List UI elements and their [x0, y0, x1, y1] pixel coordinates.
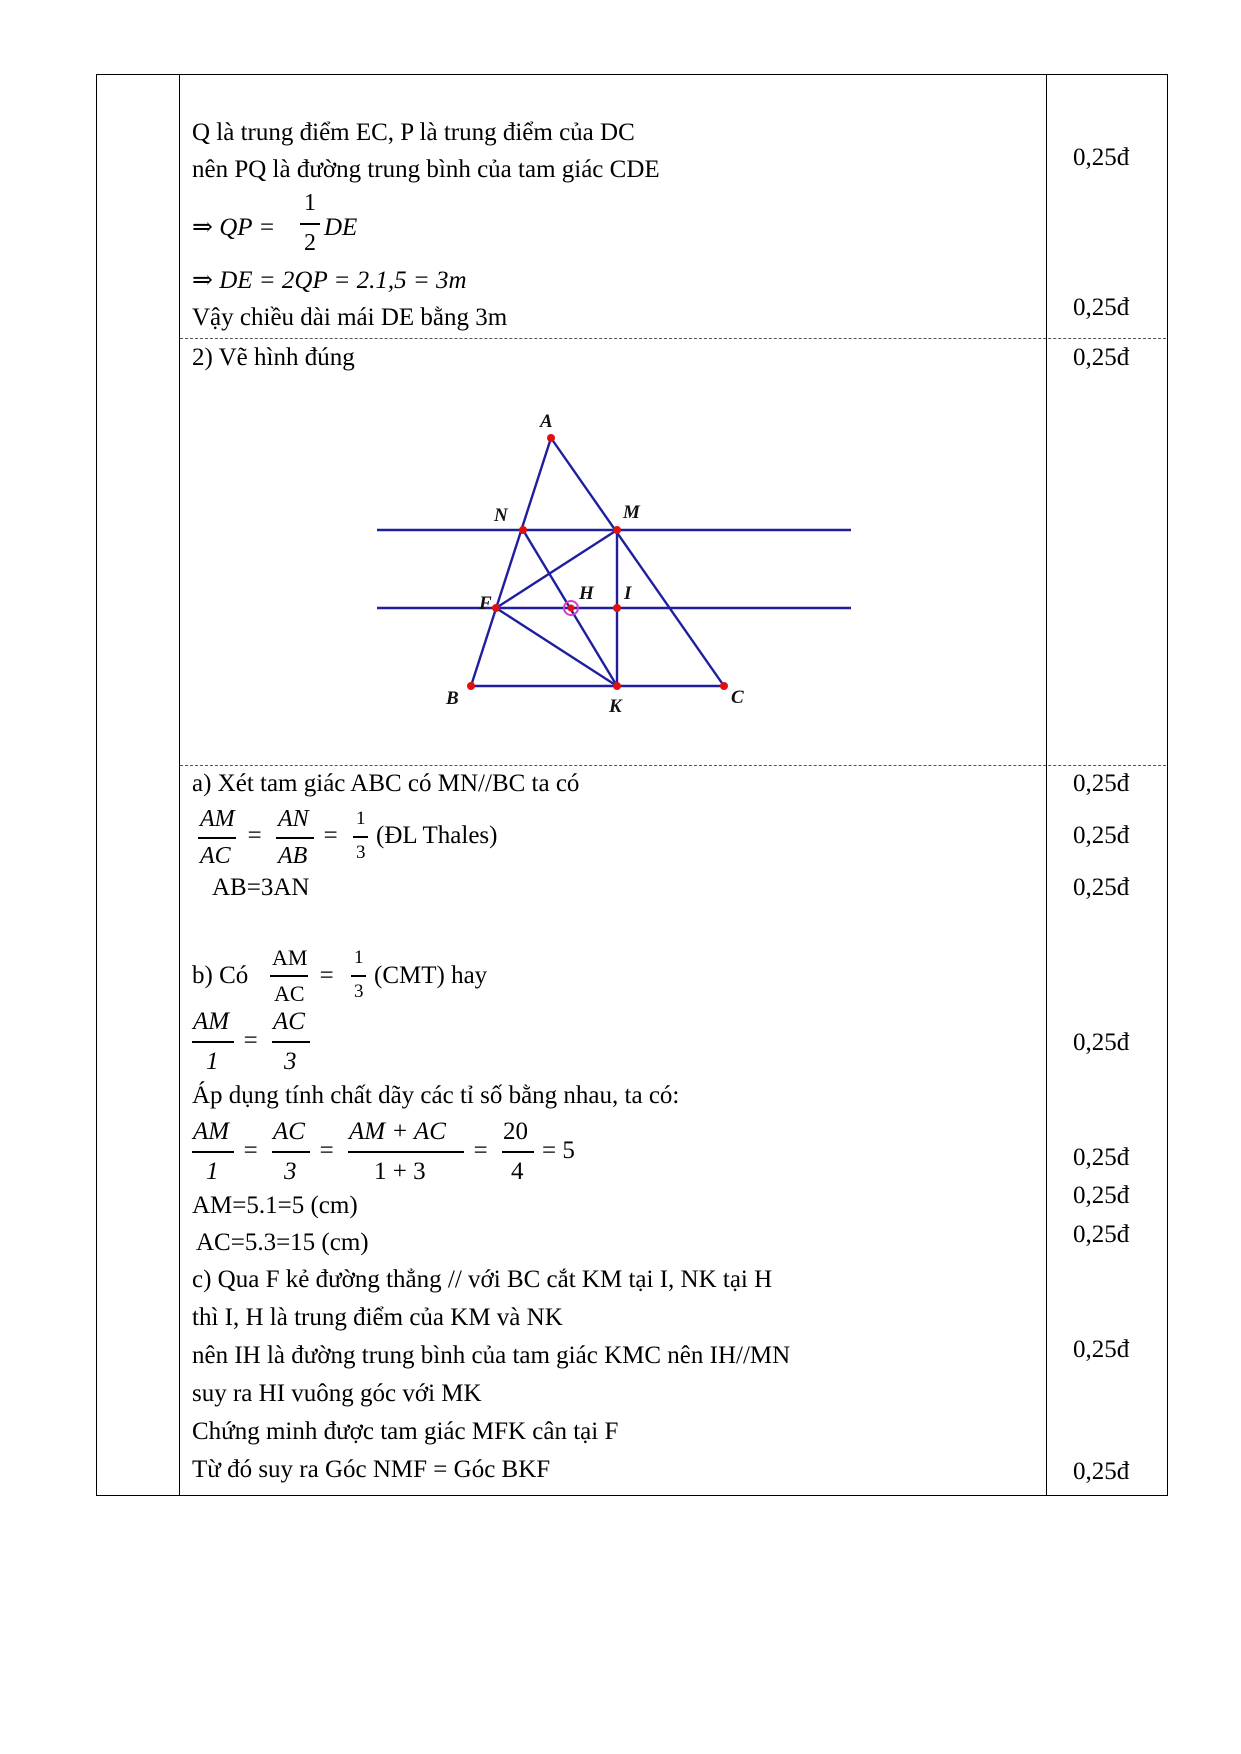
- s1-score-1: 0,25đ: [1073, 144, 1130, 171]
- fraction-bar: [502, 1151, 534, 1153]
- fraction-numerator: 1: [304, 190, 316, 216]
- fraction-bar: [351, 975, 366, 977]
- s3a-eq-2: =: [322, 822, 339, 849]
- s3a-score-1: 0,25đ: [1073, 770, 1130, 797]
- s3b-line-3: Áp dụng tính chất dãy các tỉ số bằng nhau, ta có:: [192, 1082, 680, 1109]
- s3c-line-2: thì I, H là trung điểm của KM và NK: [192, 1304, 563, 1331]
- s3b3-fraction-sum: [348, 1118, 466, 1185]
- s1-eq2: ⇒ DE = 2QP = 2.1,5 = 3m: [192, 267, 467, 294]
- fraction-numerator: AM: [272, 945, 308, 970]
- fraction-denominator: 2: [304, 230, 316, 256]
- fraction-numerator: AM: [193, 1008, 230, 1035]
- segment-fk: [496, 608, 617, 686]
- fraction-denominator: AC: [200, 843, 231, 869]
- s3c-score-1: 0,25đ: [1073, 1336, 1130, 1363]
- fraction-denominator: 3: [356, 842, 366, 863]
- s3b-fraction-am-ac: [270, 945, 310, 1007]
- fraction-bar: [272, 1041, 310, 1043]
- s3c-line-4: suy ra HI vuông góc với MK: [192, 1380, 482, 1407]
- fraction-numerator: 20: [503, 1118, 528, 1145]
- label-h: H: [579, 583, 594, 604]
- fraction-bar: [192, 1151, 234, 1153]
- segment-ab: [471, 438, 551, 686]
- fraction-numerator: AC: [273, 1008, 305, 1035]
- fraction-denominator: 3: [354, 981, 364, 1002]
- s3b3-fraction-20-4: [502, 1118, 536, 1185]
- point-b: [467, 682, 475, 690]
- s3a-line-1: a) Xét tam giác ABC có MN//BC ta có: [192, 770, 580, 797]
- s3b-score-1: 0,25đ: [1073, 1029, 1130, 1056]
- fraction-denominator: 1: [206, 1048, 219, 1075]
- s3a-thales-note: (ĐL Thales): [376, 822, 498, 849]
- s3b-line-5: AM=5.1=5 (cm): [192, 1192, 358, 1219]
- fraction-numerator: AM: [200, 806, 235, 832]
- label-m: M: [623, 502, 640, 523]
- s3b3-eq-1: =: [242, 1137, 259, 1164]
- label-f: F: [479, 593, 492, 614]
- s3b-score-2: 0,25đ: [1073, 1144, 1130, 1171]
- s3b3-fraction-am-1: [192, 1118, 234, 1185]
- label-a: A: [540, 411, 553, 432]
- s3b2-eq: =: [242, 1027, 259, 1054]
- s3c-line-1: c) Qua F kẻ đường thẳng // với BC cắt KM tại I, NK tại H: [192, 1266, 773, 1293]
- fraction-numerator: AN: [278, 806, 309, 832]
- s1-eq1-suffix: DE: [324, 214, 358, 241]
- s1-line-5: Vậy chiều dài mái DE bằng 3m: [192, 304, 508, 331]
- s3b-score-3: 0,25đ: [1073, 1182, 1130, 1209]
- point-a: [547, 434, 555, 442]
- fraction-bar: [353, 836, 368, 838]
- point-m: [613, 526, 621, 534]
- point-f: [492, 604, 500, 612]
- label-c: C: [731, 687, 744, 708]
- fraction-bar: [272, 1151, 310, 1153]
- s3b3-fraction-ac-3: [272, 1118, 312, 1185]
- s3a-score-2: 0,25đ: [1073, 822, 1130, 849]
- s2-title: 2) Vẽ hình đúng: [192, 344, 355, 371]
- s3b-fraction-1-3: [351, 947, 367, 1005]
- s3c-line-3: nên IH là đường trung bình của tam giác KMC nên IH//MN: [192, 1342, 791, 1369]
- fraction-bar: [276, 837, 314, 839]
- fraction-numerator: AC: [273, 1118, 305, 1145]
- s3b2-fraction-ac-3: [272, 1008, 312, 1075]
- label-k: K: [609, 696, 622, 717]
- fraction-bar: [192, 1041, 234, 1043]
- fraction-denominator: 3: [284, 1158, 297, 1185]
- point-i: [613, 604, 621, 612]
- point-h: [568, 605, 575, 612]
- s1-eq1-prefix: ⇒ QP =: [192, 214, 276, 241]
- fraction-numerator: 1: [356, 808, 366, 829]
- label-i: I: [624, 583, 632, 604]
- s3b-eq: =: [318, 962, 335, 989]
- point-c: [720, 682, 728, 690]
- s3b-prefix: b) Có: [192, 962, 249, 989]
- fraction-bar: [198, 837, 236, 839]
- point-k: [613, 682, 621, 690]
- s3a-fraction-am-ac: [198, 806, 238, 868]
- fraction-denominator: 1 + 3: [374, 1158, 426, 1185]
- fraction-denominator: 3: [284, 1048, 297, 1075]
- fraction-bar: [348, 1151, 464, 1153]
- fraction-denominator: AC: [274, 981, 305, 1006]
- s3b3-eq-3: =: [472, 1137, 489, 1164]
- segment-fm: [496, 530, 617, 608]
- s1-score-2: 0,25đ: [1073, 294, 1130, 321]
- s3a-score-3: 0,25đ: [1073, 874, 1130, 901]
- s3b3-tail: = 5: [542, 1137, 575, 1164]
- fraction-numerator: AM + AC: [349, 1118, 446, 1145]
- s3b-suffix: (CMT) hay: [374, 962, 488, 989]
- s3a-eq-1: =: [246, 822, 263, 849]
- s1-line-1: Q là trung điểm EC, P là trung điểm của DC: [192, 119, 635, 146]
- s3c-line-6: Từ đó suy ra Góc NMF = Góc BKF: [192, 1456, 551, 1483]
- s3b3-eq-2: =: [318, 1137, 335, 1164]
- fraction-denominator: AB: [278, 843, 308, 869]
- s1-line-2: nên PQ là đường trung bình của tam giác CDE: [192, 156, 660, 183]
- fraction-numerator: AM: [193, 1118, 230, 1145]
- s2-score: 0,25đ: [1073, 344, 1130, 371]
- fraction-denominator: 1: [206, 1158, 219, 1185]
- segment-ac: [551, 438, 724, 686]
- s3b2-fraction-am-1: [192, 1008, 234, 1075]
- s3c-score-2: 0,25đ: [1073, 1458, 1130, 1485]
- fraction-denominator: 4: [511, 1158, 524, 1185]
- point-n: [519, 526, 527, 534]
- s3b-line-6: AC=5.3=15 (cm): [196, 1229, 369, 1256]
- label-b: B: [446, 688, 459, 709]
- s3c-line-5: Chứng minh được tam giác MFK cân tại F: [192, 1418, 619, 1445]
- fraction-bar: [270, 975, 308, 977]
- fraction-numerator: 1: [354, 947, 364, 968]
- s3a-fraction-1-3: [353, 808, 369, 866]
- label-n: N: [494, 505, 508, 526]
- s3b-score-4: 0,25đ: [1073, 1221, 1130, 1248]
- s3a-line-3: AB=3AN: [212, 874, 310, 901]
- s3a-fraction-an-ab: [276, 806, 316, 868]
